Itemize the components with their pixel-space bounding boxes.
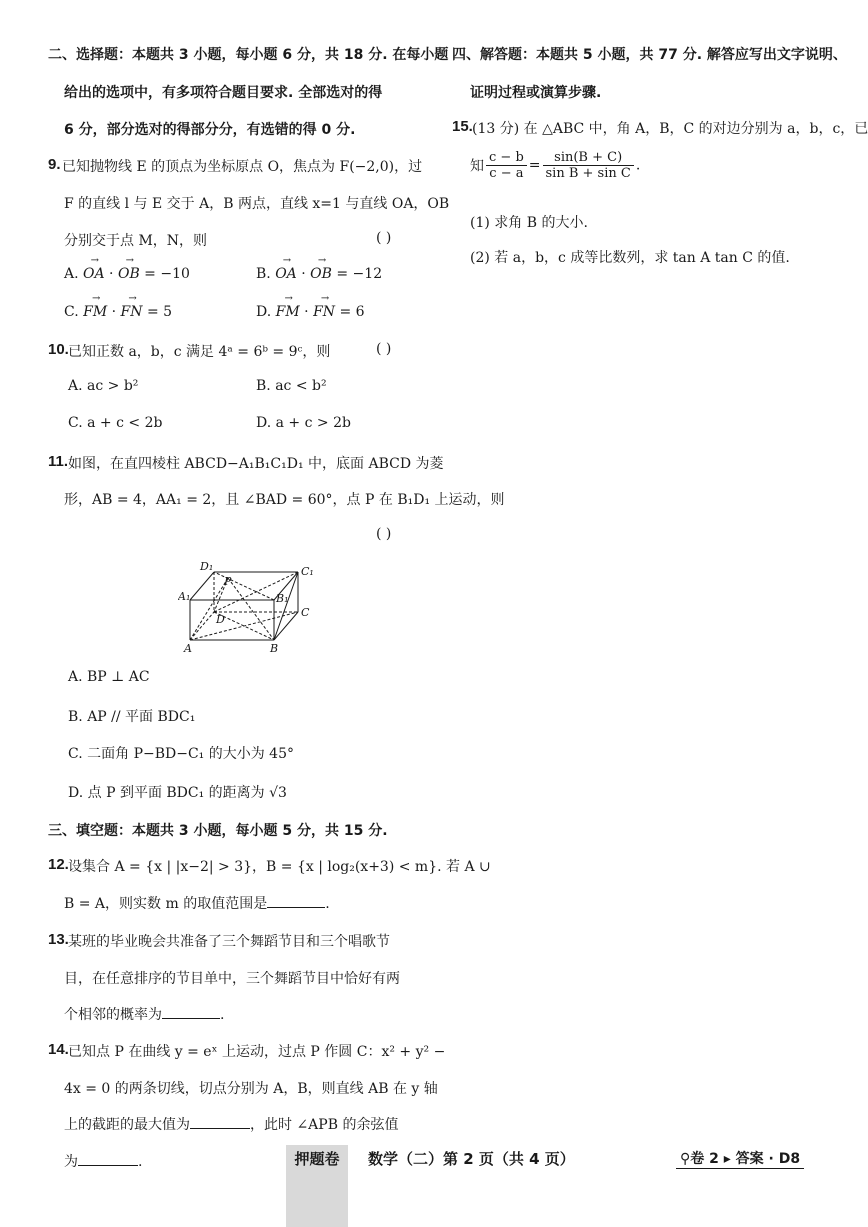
question-14-line4-text: 为	[64, 1154, 78, 1170]
question-15-number: 15.	[452, 118, 473, 135]
question-15-zhi: 知	[470, 158, 484, 175]
option-d-value: = 6	[335, 304, 365, 320]
question-9-line3: 分别交于点 M，N，则	[64, 233, 208, 249]
question-12-line2	[64, 893, 330, 913]
question-9-option-c[interactable]	[64, 304, 172, 320]
footer-answer-reference: ⚲卷 2 ▸ 答案 · D8	[676, 1148, 804, 1169]
vector-fm: → FM	[83, 304, 107, 320]
question-11-option-a[interactable]: A. BP ⊥ AC	[68, 669, 150, 685]
answer-blank[interactable]	[162, 1004, 220, 1019]
question-11-number: 11.	[48, 453, 69, 470]
vector-fn: → FN	[313, 304, 335, 320]
question-14-line2: 4x = 0 的两条切线，切点分别为 A，B，则直线 AB 在 y 轴	[64, 1081, 438, 1097]
section-3-header: 三、填空题：本题共 3 小题，每小题 5 分，共 15 分.	[48, 823, 388, 839]
question-12-line1: 设集合 A = {x | |x−2| > 3}，B = {x | log₂(x+3) < m}. 若 A ∪	[68, 859, 491, 875]
question-11-option-d[interactable]: D. 点 P 到平面 BDC₁ 的距离为 √3	[68, 785, 287, 801]
question-15-part1: (1) 求角 B 的大小.	[470, 215, 588, 231]
label-p: P	[224, 575, 232, 588]
option-d-label: D.	[256, 304, 272, 320]
question-9-option-a[interactable]	[64, 266, 190, 282]
question-10-option-b[interactable]: B. ac < b²	[256, 378, 327, 394]
edge-bc	[274, 612, 298, 640]
question-14-line4	[64, 1151, 142, 1171]
dot-symbol: ·	[296, 266, 311, 282]
label-a: A	[184, 642, 192, 655]
question-9-line1: 已知抛物线 E 的顶点为坐标原点 O，焦点为 F(−2,0)，过	[62, 159, 423, 175]
fraction-left	[486, 150, 527, 181]
edge-b1d1	[214, 572, 274, 600]
question-10-option-d[interactable]: D. a + c > 2b	[256, 415, 351, 431]
label-c1: C₁	[301, 565, 314, 578]
period: .	[635, 157, 641, 174]
question-10-option-c[interactable]: C. a + c < 2b	[68, 415, 163, 431]
vector-oa: → OA	[83, 266, 105, 282]
fraction-left-numerator: c − b	[486, 150, 527, 166]
answer-blank[interactable]	[78, 1151, 138, 1166]
period: .	[220, 1007, 225, 1023]
edge-a1d1	[190, 572, 214, 600]
vector-ob: → OB	[118, 266, 140, 282]
answer-blank[interactable]	[267, 893, 325, 908]
question-10-stem: 已知正数 a，b，c 满足 4ᵃ = 6ᵇ = 9ᶜ，则	[68, 344, 331, 360]
question-10-answer-paren: ( )	[376, 341, 392, 357]
label-d1: D₁	[200, 560, 214, 573]
question-11-option-c[interactable]: C. 二面角 P−BD−C₁ 的大小为 45°	[68, 746, 294, 762]
question-14-number: 14.	[48, 1041, 69, 1058]
footer-badge: 押题卷	[294, 1150, 340, 1168]
prism-figure	[178, 558, 328, 658]
question-15-part2: (2) 若 a，b，c 成等比数列，求 tan A tan C 的值.	[470, 250, 790, 266]
question-13-line3-text: 个相邻的概率为	[64, 1007, 162, 1023]
section-2-line3: 6 分，部分选对的得部分分，有选错的得 0 分.	[64, 122, 356, 138]
option-b-value: = −12	[331, 266, 383, 282]
vector-fm: → FM	[276, 304, 300, 320]
question-14-line1: 已知点 P 在曲线 y = eˣ 上运动，过点 P 作圆 C：x² + y² −	[68, 1044, 446, 1060]
equals-sign: =	[528, 157, 541, 174]
fraction-right	[543, 150, 634, 181]
section-4-line2: 证明过程或演算步骤.	[470, 85, 602, 101]
fraction-right-denominator: sin B + sin C	[545, 166, 631, 181]
question-15-equation	[470, 150, 640, 181]
section-2-line1: 二、选择题：本题共 3 小题，每小题 6 分，共 18 分. 在每小题	[48, 47, 449, 63]
question-10-number: 10.	[48, 341, 69, 358]
question-11-line2: 形，AB = 4，AA₁ = 2，且 ∠BAD = 60°，点 P 在 B₁D₁ 上运动，则	[64, 492, 505, 508]
label-b1: B₁	[276, 592, 289, 605]
fraction-right-numerator: sin(B + C)	[543, 150, 634, 166]
label-d: D	[216, 613, 225, 626]
question-10-option-a[interactable]: A. ac > b²	[68, 378, 139, 394]
question-9-number: 9.	[48, 156, 61, 173]
question-11-line1: 如图，在直四棱柱 ABCD−A₁B₁C₁D₁ 中，底面 ABCD 为菱	[68, 456, 444, 472]
question-9-option-b[interactable]	[256, 266, 382, 282]
question-14-line3	[64, 1114, 398, 1134]
question-13-line1: 某班的毕业晚会共准备了三个舞蹈节目和三个唱歌节	[68, 934, 390, 950]
question-13-line3	[64, 1004, 224, 1024]
section-2-line2: 给出的选项中，有多项符合题目要求. 全部选对的得	[64, 85, 383, 101]
edge-ad	[190, 612, 214, 640]
question-9-option-d[interactable]	[256, 304, 365, 320]
label-a1: A₁	[178, 590, 191, 603]
answer-blank[interactable]	[190, 1114, 250, 1129]
question-9-line2: F 的直线 l 与 E 交于 A，B 两点，直线 x=1 与直线 OA，OB	[64, 196, 450, 212]
option-a-label: A.	[64, 266, 79, 282]
option-c-label: C.	[64, 304, 79, 320]
fraction-left-denominator: c − a	[489, 166, 524, 181]
question-11-option-b[interactable]: B. AP // 平面 BDC₁	[68, 709, 196, 725]
question-12-line2-text: B = A，则实数 m 的取值范围是	[64, 896, 268, 912]
vector-ob: → OB	[310, 266, 332, 282]
section-4-line1: 四、解答题：本题共 5 小题，共 77 分. 解答应写出文字说明、	[452, 47, 847, 63]
option-c-value: = 5	[142, 304, 173, 320]
question-13-line2: 目，在任意排序的节目单中，三个舞蹈节目中恰好有两	[64, 971, 400, 987]
footer-page-title: 数学（二）第 2 页（共 4 页）	[368, 1150, 575, 1168]
edge-ac	[190, 612, 298, 640]
question-11-answer-paren: ( )	[376, 526, 392, 542]
segment-bp	[228, 578, 274, 640]
period: .	[325, 896, 330, 912]
question-12-number: 12.	[48, 856, 69, 873]
segment-ap	[190, 578, 228, 640]
question-13-number: 13.	[48, 931, 69, 948]
question-14-line3-tail: ，此时 ∠APB 的余弦值	[250, 1117, 399, 1133]
dot-symbol: ·	[299, 304, 314, 320]
option-a-value: = −10	[139, 266, 190, 282]
question-14-line3-text: 上的截距的最大值为	[64, 1117, 190, 1133]
period: .	[138, 1154, 143, 1170]
option-b-label: B.	[256, 266, 271, 282]
vector-oa: → OA	[275, 266, 297, 282]
label-c: C	[301, 606, 310, 619]
question-15-line1: (13 分) 在 △ABC 中，角 A，B，C 的对边分别为 a，b，c，已	[472, 121, 868, 137]
vector-fn: → FN	[121, 304, 143, 320]
dot-symbol: ·	[104, 266, 118, 282]
question-9-answer-paren: ( )	[376, 230, 392, 246]
label-b: B	[270, 642, 279, 655]
dot-symbol: ·	[107, 304, 121, 320]
